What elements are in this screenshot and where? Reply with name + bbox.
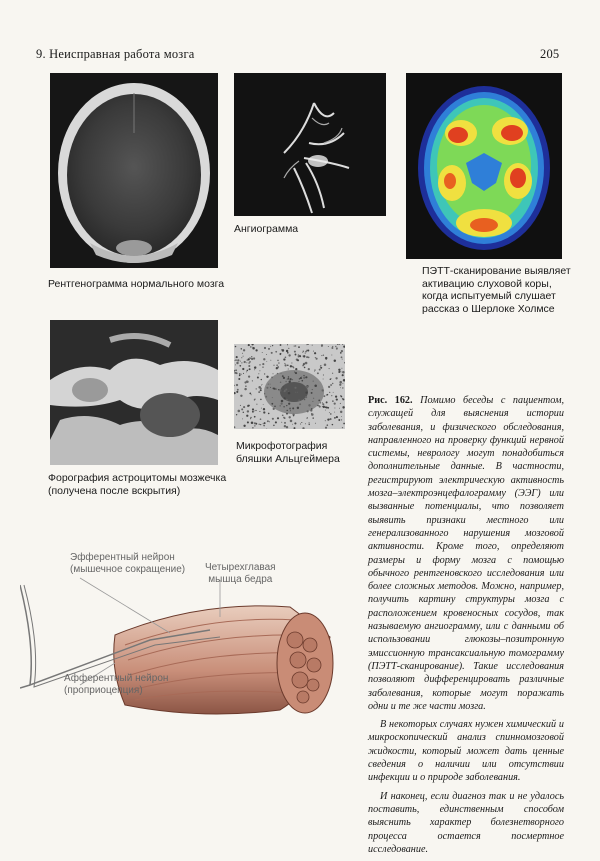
- micrograph-image: [234, 344, 345, 429]
- pet-caption-line: активацию слуховой коры,: [422, 277, 552, 290]
- angiogram-image: [234, 73, 386, 216]
- micrograph-caption-line: бляшки Альцгеймера: [236, 453, 340, 465]
- pet-caption-line: когда испытуемый слушает: [422, 290, 556, 302]
- page-number: 205: [540, 47, 560, 61]
- quadriceps-label-line: мышца бедра: [208, 574, 273, 585]
- efferent-label-line: (мышечное сокращение): [70, 564, 186, 575]
- micrograph-caption-line: Микрофотография: [236, 440, 328, 452]
- micrograph-caption: [236, 440, 340, 466]
- astrocytoma-caption-line: Форография астроцитомы мозжечка: [48, 472, 227, 484]
- astrocytoma-caption-line: (получена после вскрытия): [48, 485, 181, 497]
- afferent-label: [64, 673, 168, 697]
- paragraph-3: И наконец, если диагноз так и не удалось поставить, единственным способом выяснить характер болезнетворного процесса остается посмертное исследование.: [368, 790, 564, 855]
- pet-scan-image: [406, 73, 562, 259]
- quadriceps-label-line: Четырехглавая: [205, 562, 276, 573]
- astrocytoma-image: [50, 320, 218, 465]
- efferent-label: [70, 552, 185, 576]
- figure-label: Рис. 162.: [368, 395, 413, 406]
- xray-image: [50, 73, 218, 268]
- efferent-label-line: Эфферентный нейрон: [70, 552, 175, 563]
- xray-caption: Рентгенограмма нормального мозга: [48, 278, 225, 290]
- figure-description: [368, 394, 564, 861]
- chapter-title: 9. Неисправная работа мозга: [36, 47, 195, 61]
- astrocytoma-caption: [48, 472, 226, 498]
- quadriceps-label: [205, 562, 276, 586]
- paragraph-2: В некоторых случаях нужен химический и микроскопический анализ спинномозговой жидкости, который может дать ценные сведения о наличии или отсутствии инфекции и о природе заболевания.: [368, 719, 564, 784]
- pet-caption-line: рассказ о Шерлоке Холмсе: [422, 302, 555, 315]
- afferent-label-line: Афферентный нейрон: [64, 673, 169, 684]
- angiogram-caption: Ангиограмма: [234, 223, 299, 235]
- afferent-label-line: (проприоцепция): [64, 685, 143, 696]
- paragraph-1-text: Помимо беседы с пациентом, служащей для выяснения истории заболевания, и физического обследования, направленного на проверку функций нервной системы, неврологу могут понадобиться дополнительные данные. В частности, регистрируют электрическую активность мозга–электроэнцефалограмму (ЭЭГ) или вызванные потенциалы, что позволяет выявить признаки местного или генерализованного нарушения мозговой активности. Кроме того, определяют размеры и форму мозга с помощью обычного рентгеновского исследования или более сложных методов. Можно, например, получить картину структуры мозга с расположением кровеносных сосудов, так называемую ангиограмму, или с данными об использовании глюкозы–позитронную эмиссионную трансаксиальную томограмму (ПЭТТ-сканирование). Такие исследования позволяют дифференцировать различные заболевания, которые могут поражать одни и те же части мозга.: [368, 395, 564, 712]
- paragraph-1: [368, 394, 564, 713]
- pet-caption-line: ПЭТТ-сканирование выявляет: [422, 265, 571, 277]
- pet-caption: [422, 265, 571, 315]
